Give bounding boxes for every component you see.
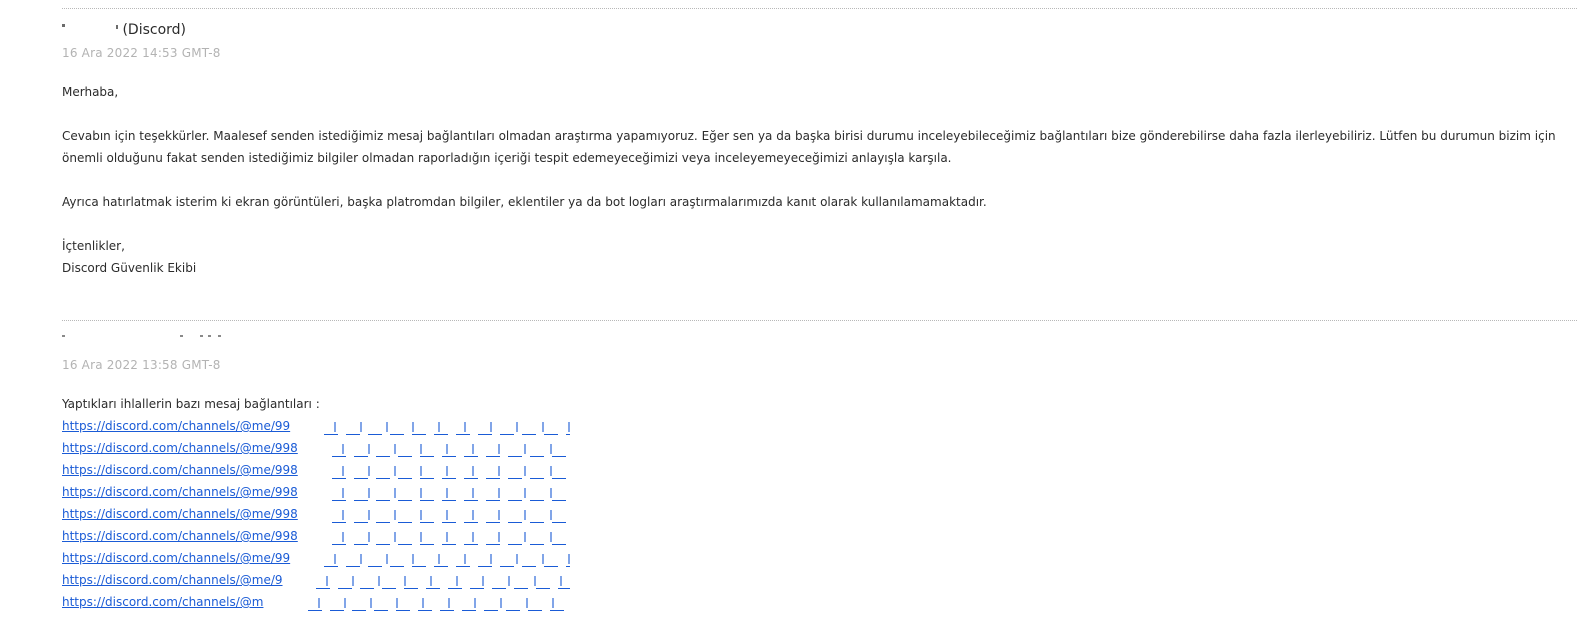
redacted-link-part (332, 510, 570, 520)
message-link[interactable] (62, 569, 570, 591)
body-paragraph: Cevabın için teşekkürler. Maalesef senden istediğimiz mesaj bağlantıları olmadan araştırma yapamıyoruz. Eğer sen ya da başka birisi durumu inceleyebileceğimiz bağlantıları bize gönderebilirse daha fazla ilerleyebiliriz. Lütfen bu durumun bizim için önemli olduğunu fakat senden istediğimiz bilgiler olmadan raporladığın içeriği tespit edemeyeceğimizi veya inceleyemeyeceğimizi anlayışla karşıla. (62, 129, 1556, 165)
redacted-link-part (332, 488, 570, 498)
message-link[interactable] (62, 547, 570, 569)
redacted-link-part (308, 598, 570, 608)
message-link[interactable] (62, 481, 570, 503)
message-link[interactable] (62, 437, 570, 459)
message-link-text[interactable]: https://discord.com/channels/@me/99 (62, 419, 291, 433)
redacted-link-part (332, 466, 570, 476)
signature: Discord Güvenlik Ekibi (62, 261, 197, 275)
links-intro: Yaptıkları ihlallerin bazı mesaj bağlantıları : (62, 397, 320, 411)
message-link-text[interactable]: https://discord.com/channels/@me/998 (62, 463, 298, 477)
sender-org: (Discord) (122, 22, 186, 38)
message-divider (62, 8, 1577, 9)
message-body (62, 393, 1565, 613)
message-link-text[interactable]: https://discord.com/channels/@me/998 (62, 485, 298, 499)
message-body (62, 81, 1565, 279)
body-paragraph: Ayrıca hatırlatmak isterim ki ekran görüntüleri, başka platromdan bilgiler, eklentiler ya da bot logları araştırmalarımızda kanıt olarak kullanılamamaktadır. (62, 195, 987, 209)
message-link-text[interactable]: https://discord.com/channels/@me/998 (62, 529, 298, 543)
message-link-text[interactable]: https://discord.com/channels/@me/9 (62, 573, 283, 587)
message-timestamp: 16 Ara 2022 13:58 GMT-8 (62, 358, 221, 372)
message-link[interactable] (62, 459, 570, 481)
message-link[interactable] (62, 415, 570, 437)
message-link[interactable] (62, 591, 570, 613)
message-link[interactable] (62, 525, 570, 547)
redacted-link-part (324, 554, 570, 564)
redacted-sender (62, 333, 232, 339)
redacted-link-part (316, 576, 570, 586)
greeting: Merhaba, (62, 85, 119, 99)
message-timestamp: 16 Ara 2022 14:53 GMT-8 (62, 46, 221, 60)
redacted-sender (62, 24, 118, 36)
message-divider (62, 320, 1577, 321)
message-link-text[interactable]: https://discord.com/channels/@m (62, 595, 264, 609)
message-link-text[interactable]: https://discord.com/channels/@me/998 (62, 441, 298, 455)
sign-off: İçtenlikler, (62, 239, 125, 253)
message-link[interactable] (62, 503, 570, 525)
redacted-link-part (324, 422, 570, 432)
message-link-text[interactable]: https://discord.com/channels/@me/99 (62, 551, 291, 565)
redacted-link-part (332, 444, 570, 454)
sender-name (62, 22, 186, 38)
redacted-link-part (332, 532, 570, 542)
message-link-text[interactable]: https://discord.com/channels/@me/998 (62, 507, 298, 521)
